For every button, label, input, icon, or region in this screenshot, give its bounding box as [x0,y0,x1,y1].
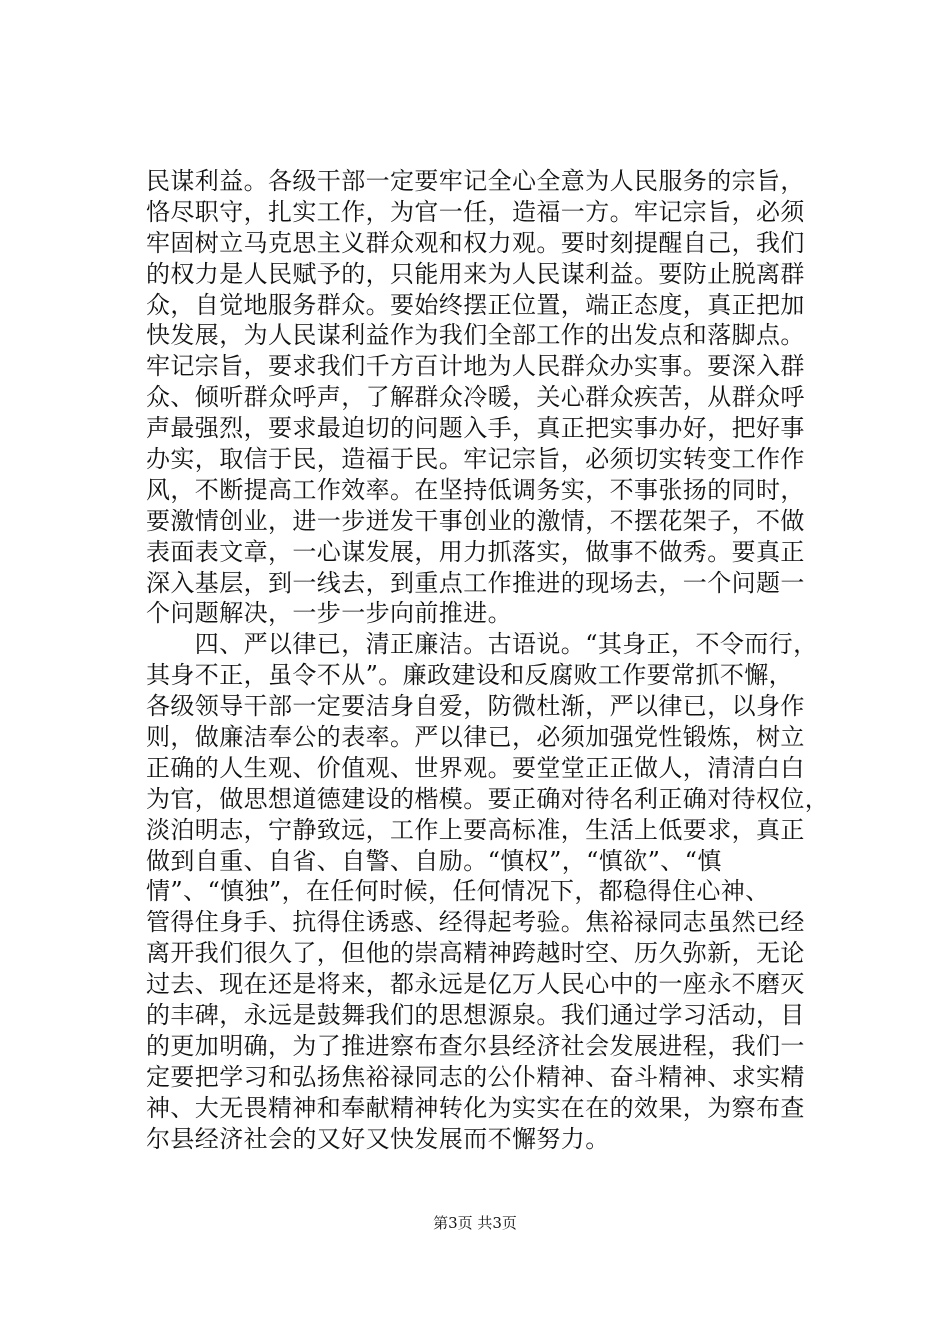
text-line: 的权力是人民赋予的，只能用来为人民谋利益。要防止脱离群 [146,259,805,288]
text-line: 正确的人生观、价值观、世界观。要堂堂正正做人，清清白白 [146,753,805,782]
text-line: 淡泊明志，宁静致远，工作上要高标准，生活上低要求，真正 [146,815,805,844]
text-line: 神、大无畏精神和奉献精神转化为实实在在的效果，为察布查 [146,1093,805,1122]
text-line: 快发展，为人民谋利益作为我们全部工作的出发点和落脚点。 [146,321,805,350]
text-line: 牢固树立马克思主义群众观和权力观。要时刻提醒自己，我们 [146,228,805,257]
text-line: 情”、“慎独”，在任何时候，任何情况下，都稳得住心神、 [146,877,770,906]
text-line: 尔县经济社会的又好又快发展而不懈努力。 [146,1124,610,1153]
text-line: 表面表文章，一心谋发展，用力抓落实，做事不做秀。要真正 [146,537,805,566]
page-footer: 第3页 共3页 [433,1214,517,1232]
text-line: 办实，取信于民，造福于民。牢记宗旨，必须切实转变工作作 [146,445,805,474]
body-text [146,166,846,1155]
text-line: 的丰碑，永远是鼓舞我们的思想源泉。我们通过学习活动，目 [146,1001,805,1030]
text-line: 离开我们很久了，但他的崇高精神跨越时空、历久弥新，无论 [146,939,805,968]
text-line: 过去、现在还是将来，都永远是亿万人民心中的一座永不磨灭 [146,970,805,999]
text-line: 做到自重、自省、自警、自励。“慎权”，“慎欲”、“慎 [146,846,722,875]
text-line: 其身不正，虽令不从”。廉政建设和反腐败工作要常抓不懈， [146,661,794,690]
text-line: 声最强烈，要求最迫切的问题入手，真正把实事办好，把好事 [146,414,805,443]
text-line: 众，自觉地服务群众。要始终摆正位置，端正态度，真正把加 [146,290,805,319]
text-line: 四、严以律已，清正廉洁。古语说。“其身正，不令而行， [146,630,818,659]
text-line: 定要把学习和弘扬焦裕禄同志的公仆精神、奋斗精神、求实精 [146,1062,805,1091]
text-line: 民谋利益。各级干部一定要牢记全心全意为人民服务的宗旨， [146,167,805,195]
text-line: 的更加明确，为了推进察布查尔县经济社会发展进程，我们一 [146,1031,805,1060]
text-line: 个问题解决，一步一步向前推进。 [146,599,512,628]
text-line: 为官，做思想道德建设的楷模。要正确对待名利正确对待权位， [146,784,830,813]
text-line: 众、倾听群众呼声，了解群众冷暖，关心群众疾苦，从群众呼 [146,383,805,412]
text-line: 管得住身手、抗得住诱惑、经得起考验。焦裕禄同志虽然已经 [146,908,805,937]
text-line: 风，不断提高工作效率。在坚持低调务实，不事张扬的同时， [146,475,805,504]
text-line: 深入基层，到一线去，到重点工作推进的现场去，一个问题一 [146,568,805,597]
text-line: 牢记宗旨，要求我们千方百计地为人民群众办实事。要深入群 [146,352,805,381]
text-line: 则，做廉洁奉公的表率。严以律已，必须加强党性锻炼，树立 [146,723,805,752]
text-line: 各级领导干部一定要洁身自爱，防微杜渐，严以律已，以身作 [146,692,805,721]
text-line: 要激情创业，进一步迸发干事创业的激情，不摆花架子，不做 [146,506,805,535]
text-line: 恪尽职守，扎实工作，为官一任，造福一方。牢记宗旨，必须 [146,197,805,226]
